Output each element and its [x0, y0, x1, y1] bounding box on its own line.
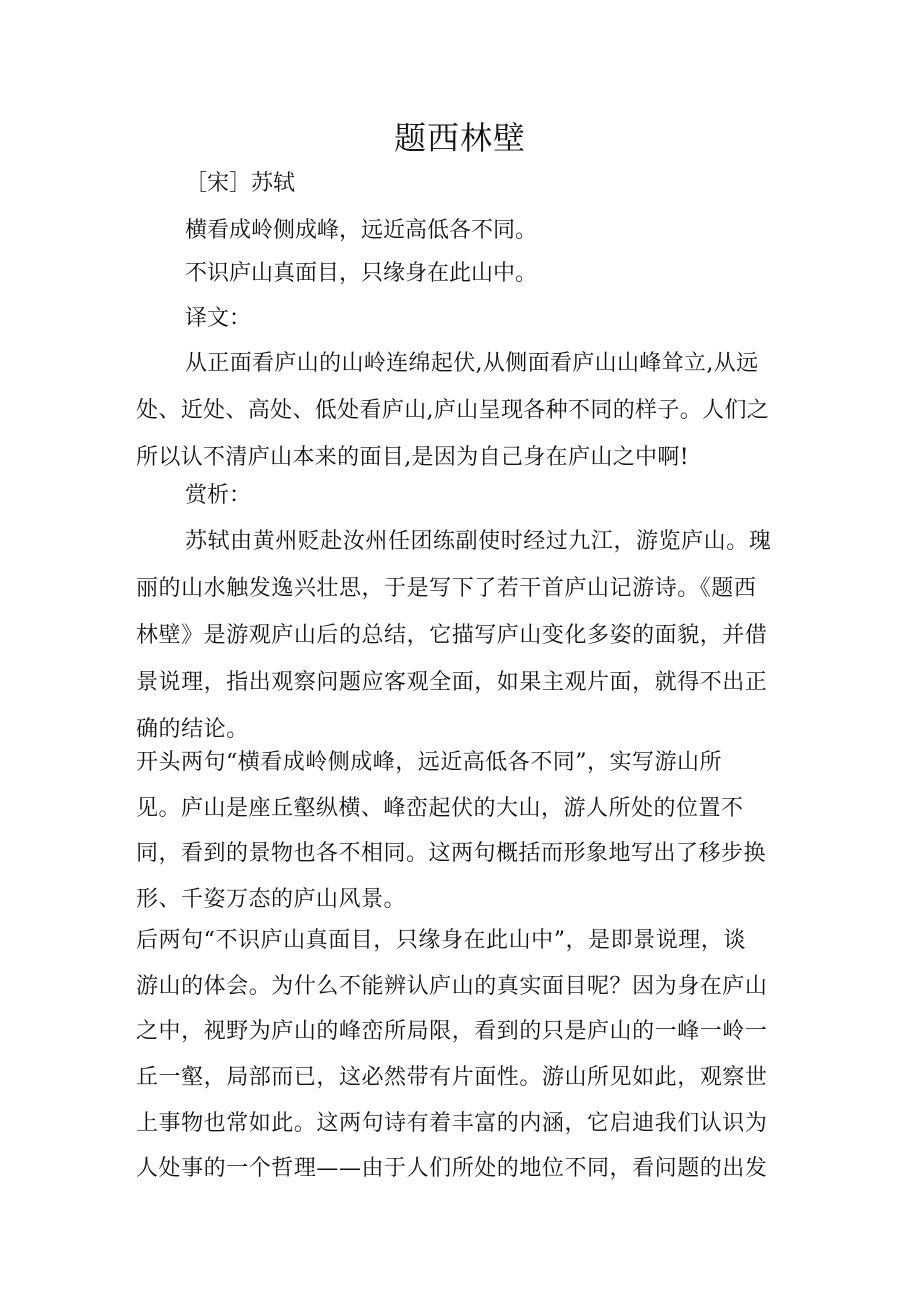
page-title: 题西林壁: [393, 119, 526, 157]
appreciation-line: 苏轼由黄州贬赴汝州任团练副使时经过九江，游览庐山。瑰: [185, 529, 772, 554]
translation-line: 从正面看庐山的山岭连绵起伏,从侧面看庐山山峰耸立,从远: [185, 351, 759, 376]
analysis-line: 形、千姿万态的庐山风景。: [136, 887, 407, 913]
appreciation-heading: 赏析：: [185, 483, 252, 508]
translation-line: 处、近处、高处、低处看庐山,庐山呈现各种不同的样子。人们之: [136, 398, 770, 423]
translation-paragraph: [136, 340, 769, 481]
appreciation-line: 丽的山水触发逸兴壮思，于是写下了若干首庐山记游诗。《题西: [136, 576, 757, 601]
appreciation-line: 林壁》是游观庐山后的总结，它描写庐山变化多姿的面貌，并借: [136, 623, 768, 648]
appreciation-line: 确的结论。: [136, 717, 249, 742]
poem-line-1: 横看成岭侧成峰，远近高低各不同。: [185, 218, 538, 243]
translation-heading: 译文：: [185, 306, 252, 331]
appreciation-line: 景说理，指出观察问题应客观全面，如果主观片面，就得不出正: [136, 670, 768, 695]
appreciation-paragraph: [136, 518, 771, 753]
analysis-line: 上事物也常如此。这两句诗有着丰富的内涵，它启迪我们认识为: [136, 1110, 768, 1136]
analysis-line: 开头两句“横看成岭侧成峰，远近高低各不同”，实写游山所: [136, 750, 722, 775]
poem-line-2: 不识庐山真面目，只缘身在此山中。: [185, 261, 538, 286]
analysis-line: 之中，视野为庐山的峰峦所局限，看到的只是庐山的一峰一岭一: [136, 1019, 768, 1045]
analysis-line: 游山的体会。为什么不能辨认庐山的真实面目呢？因为身在庐山: [136, 973, 768, 999]
analysis-line: 同，看到的景物也各不相同。这两句概括而形象地写出了移步换: [136, 841, 767, 867]
analysis-paragraph-closing: [136, 918, 767, 1192]
analysis-line: 见。庐山是座丘壑纵横、峰峦起伏的大山，游人所处的位置不: [136, 795, 744, 821]
analysis-line: 丘一壑，局部而已，这必然带有片面性。游山所见如此，观察世: [136, 1065, 768, 1091]
translation-line: 所以认不清庐山本来的面目,是因为自己身在庐山之中啊!: [136, 445, 689, 470]
author-line: ［宋］苏轼: [185, 171, 296, 196]
analysis-line: 人处事的一个哲理——由于人们所处的地位不同，看问题的出发: [136, 1156, 768, 1182]
analysis-paragraph-opening: [136, 740, 766, 923]
analysis-line: 后两句“不识庐山真面目，只缘身在此山中”，是即景说理，谈: [136, 928, 746, 953]
